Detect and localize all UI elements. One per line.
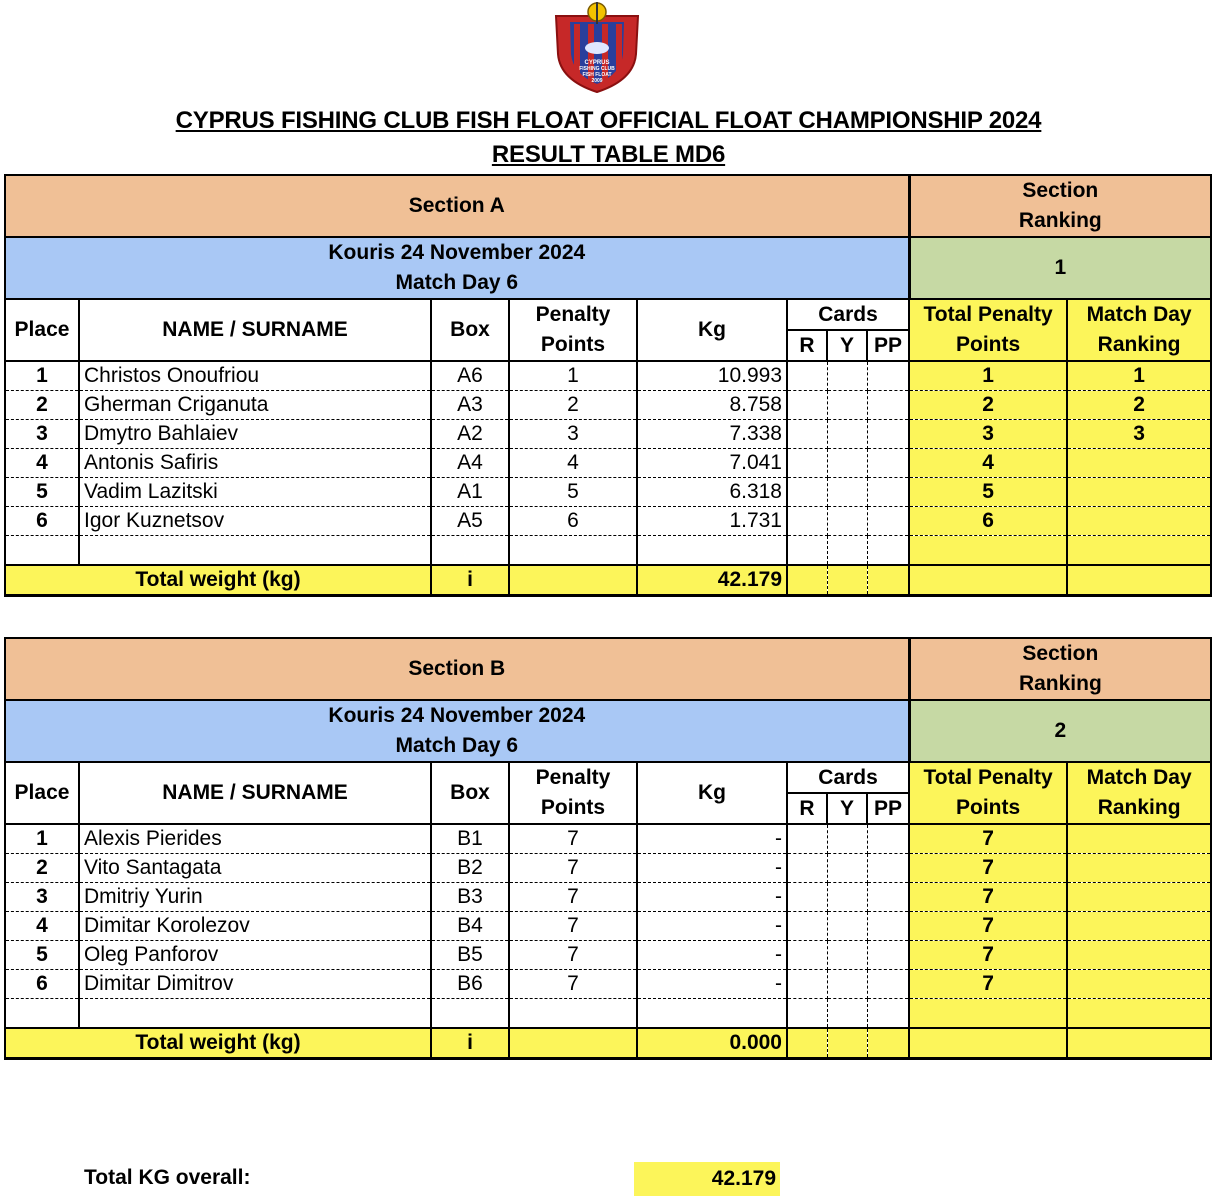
total-weight-label: Total weight (kg): [5, 1028, 431, 1059]
col-card-r: R: [787, 793, 827, 824]
col-name: NAME / SURNAME: [79, 299, 431, 361]
col-card-y: Y: [827, 330, 867, 361]
total-row: [5, 565, 1211, 596]
section-ranking-value: 2: [909, 700, 1211, 762]
total-weight-value: 0.000: [637, 1028, 787, 1059]
total-weight-value: 42.179: [637, 565, 787, 596]
col-match-day-ranking: Match Day Ranking: [1067, 762, 1211, 824]
venue-date-header: Kouris 24 November 2024 Match Day 6: [5, 237, 909, 299]
svg-text:FISH FLOAT: FISH FLOAT: [582, 72, 612, 78]
table-row: 3 Dmytro Bahlaiev A2 3 7.338 3 3: [5, 420, 1211, 449]
total-weight-i: i: [431, 565, 509, 596]
section-name: Section B: [5, 638, 909, 700]
table-row: 5 Vadim Lazitski A1 5 6.318 5: [5, 478, 1211, 507]
col-card-pp: PP: [867, 330, 909, 361]
section-name: Section A: [5, 175, 909, 237]
page-subtitle: RESULT TABLE MD6: [491, 141, 726, 168]
col-total-penalty: Total Penalty Points: [909, 299, 1067, 361]
col-kg: Kg: [637, 762, 787, 824]
col-penalty: Penalty Points: [509, 299, 637, 361]
svg-text:CYPRUS: CYPRUS: [584, 60, 610, 66]
section-ranking-value: 1: [909, 237, 1211, 299]
table-row-empty: [5, 999, 1211, 1029]
col-card-y: Y: [827, 793, 867, 824]
col-penalty: Penalty Points: [509, 762, 637, 824]
section-ranking-header: Section Ranking: [909, 175, 1211, 237]
col-place: Place: [5, 762, 79, 824]
club-logo: [548, 2, 646, 94]
table-row: 3 Dmitriy Yurin B3 7 - 7: [5, 883, 1211, 912]
table-row: 5 Oleg Panforov B5 7 - 7: [5, 941, 1211, 970]
page-title: CYPRUS FISHING CLUB FISH FLOAT OFFICIAL FLOAT CHAMPIONSHIP 2024: [175, 107, 1042, 134]
overall-value: 42.179: [634, 1162, 780, 1196]
svg-text:FISHING CLUB: FISHING CLUB: [579, 66, 615, 72]
table-row: 4 Antonis Safiris A4 4 7.041 4: [5, 449, 1211, 478]
overall-label: Total KG overall:: [84, 1166, 251, 1189]
col-place: Place: [5, 299, 79, 361]
section-a-table: [4, 174, 1212, 597]
col-box: Box: [431, 299, 509, 361]
svg-text:2009: 2009: [591, 78, 603, 84]
table-row: 6 Dimitar Dimitrov B6 7 - 7: [5, 970, 1211, 999]
col-box: Box: [431, 762, 509, 824]
col-name: NAME / SURNAME: [79, 762, 431, 824]
table-row: 1 Alexis Pierides B1 7 - 7: [5, 824, 1211, 854]
table-row: 1 Christos Onoufriou A6 1 10.993 1 1: [5, 361, 1211, 391]
total-row: [5, 1028, 1211, 1059]
section-ranking-header: Section Ranking: [909, 638, 1211, 700]
col-cards: Cards: [787, 762, 909, 793]
section-b-table: [4, 637, 1212, 1060]
venue-date-header: Kouris 24 November 2024 Match Day 6: [5, 700, 909, 762]
total-weight-label: Total weight (kg): [5, 565, 431, 596]
col-kg: Kg: [637, 299, 787, 361]
col-cards: Cards: [787, 299, 909, 330]
col-total-penalty: Total Penalty Points: [909, 762, 1067, 824]
table-row: 2 Vito Santagata B2 7 - 7: [5, 854, 1211, 883]
table-row: 2 Gherman Criganuta A3 2 8.758 2 2: [5, 391, 1211, 420]
col-card-r: R: [787, 330, 827, 361]
total-weight-i: i: [431, 1028, 509, 1059]
table-row: 6 Igor Kuznetsov A5 6 1.731 6: [5, 507, 1211, 536]
col-card-pp: PP: [867, 793, 909, 824]
table-row-empty: [5, 536, 1211, 566]
col-match-day-ranking: Match Day Ranking: [1067, 299, 1211, 361]
table-row: 4 Dimitar Korolezov B4 7 - 7: [5, 912, 1211, 941]
